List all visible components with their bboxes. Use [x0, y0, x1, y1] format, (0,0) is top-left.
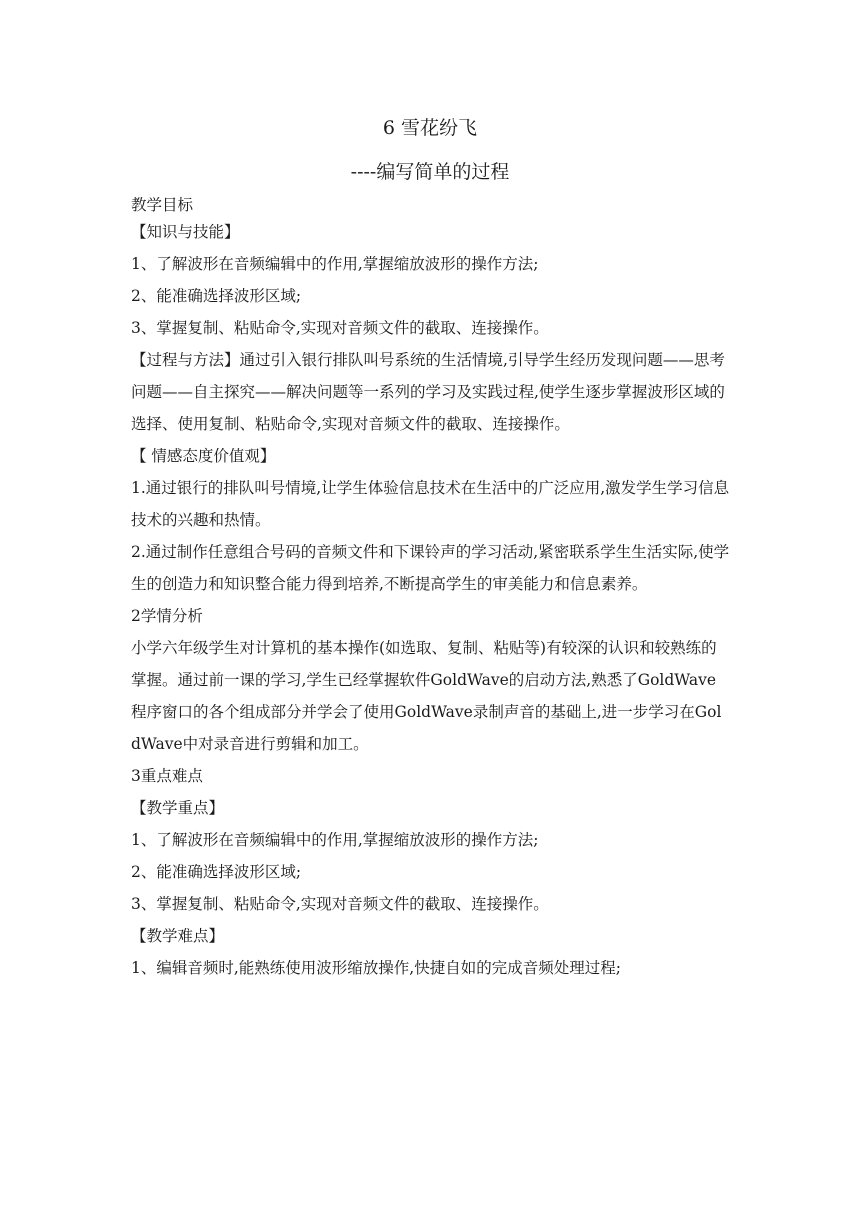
list-item: 1、了解波形在音频编辑中的作用,掌握缩放波形的操作方法;	[131, 255, 539, 273]
subheading-teaching-difficulty: 【教学难点】	[131, 927, 225, 945]
document-body	[131, 194, 731, 984]
paragraph: 2.通过制作任意组合号码的音频文件和下课铃声的学习活动,紧密联系学生生活实际,使学生的创造力和知识整合能力得到培养,不断提高学生的审美能力和信息素养。	[131, 543, 730, 593]
list-item: 2、能准确选择波形区域;	[131, 287, 302, 305]
document-subtitle: ----编写简单的过程	[350, 161, 510, 183]
section-heading-learner-analysis: 2学情分析	[131, 607, 203, 625]
list-item: 3、掌握复制、粘贴命令,实现对音频文件的截取、连接操作。	[131, 895, 549, 913]
section-heading-objectives: 教学目标	[131, 196, 194, 214]
paragraph: 1.通过银行的排队叫号情境,让学生体验信息技术在生活中的广泛应用,激发学生学习信息技术的兴趣和热情。	[131, 479, 730, 529]
paragraph: 小学六年级学生对计算机的基本操作(如选取、复制、粘贴等)有较深的认识和较熟练的掌握。通过前一课的学习,学生已经掌握软件GoldWave的启动方法,熟悉了GoldWave程序窗口的各个组成部分并学会了使用GoldWave录制声音的基础上,进一步学习在GoldWave中对录音进行剪辑和加工。	[131, 639, 722, 753]
section-heading-key-points: 3重点难点	[131, 767, 203, 785]
subheading-knowledge-skills: 【知识与技能】	[131, 223, 240, 241]
subheading-teaching-focus: 【教学重点】	[131, 799, 225, 817]
list-item: 1、编辑音频时,能熟练使用波形缩放操作,快捷自如的完成音频处理过程;	[131, 959, 621, 977]
list-item: 3、掌握复制、粘贴命令,实现对音频文件的截取、连接操作。	[131, 319, 549, 337]
list-item: 1、了解波形在音频编辑中的作用,掌握缩放波形的操作方法;	[131, 831, 539, 849]
document-title: 6 雪花纷飞	[382, 117, 478, 139]
subheading-attitude-values: 【 情感态度价值观】	[131, 447, 276, 465]
paragraph-process-method: 【过程与方法】通过引入银行排队叫号系统的生活情境,引导学生经历发现问题——思考问题——自主探究——解决问题等一系列的学习及实践过程,使学生逐步掌握波形区域的选择、使用复制、粘贴命令,实现对音频文件的截取、连接操作。	[131, 351, 725, 433]
list-item: 2、能准确选择波形区域;	[131, 863, 302, 881]
